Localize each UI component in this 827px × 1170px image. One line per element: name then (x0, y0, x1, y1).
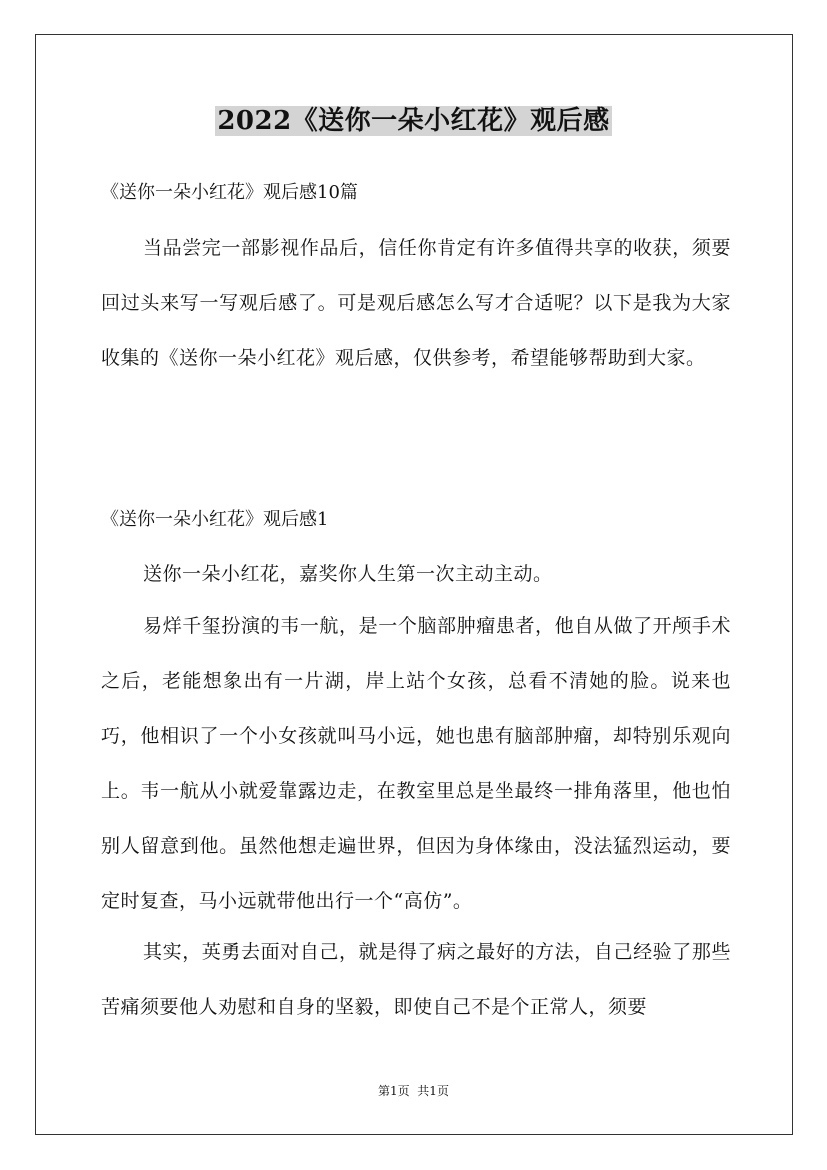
intro-paragraph: 当品尝完一部影视作品后，信任你肯定有许多值得共享的收获，须要回过头来写一写观后感了。可是观后感怎么写才合适呢？以下是我为大家收集的《送你一朵小红花》观后感，仅供参考，希望能够帮助到大家。 (101, 237, 731, 369)
document-title (0, 100, 827, 142)
section-1-paragraph-1: 送你一朵小红花，嘉奖你人生第一次主动主动。 (143, 563, 553, 585)
document-title-text: 2022《送你一朵小红花》观后感 (217, 106, 610, 136)
section-1-paragraph-2: 易烊千玺扮演的韦一航，是一个脑部肿瘤患者，他自从做了开颅手术之后，老能想象出有一片湖，岸上站个女孩，总看不清她的脸。说来也巧，他相识了一个小女孩就叫马小远，她也患有脑部肿瘤，却特别乐观向上。韦一航从小就爱靠露边走，在教室里总是坐最终一排角落里，他也怕别人留意到他。虽然他想走遍世界，但因为身体缘由，没法猛烈运动，要定时复查，马小远就带他出行一个“高仿”。 (101, 615, 731, 912)
section-1-heading: 《送你一朵小红花》观后感1 (101, 509, 329, 530)
page-footer: 第1页 共1页 (378, 1084, 449, 1098)
section-1-paragraph-3: 其实，英勇去面对自己，就是得了病之最好的方法，自己经验了那些苦痛须要他人劝慰和自身的坚毅，即使自己不是个正常人，须要 (101, 941, 731, 1018)
series-heading: 《送你一朵小红花》观后感10篇 (101, 182, 358, 203)
